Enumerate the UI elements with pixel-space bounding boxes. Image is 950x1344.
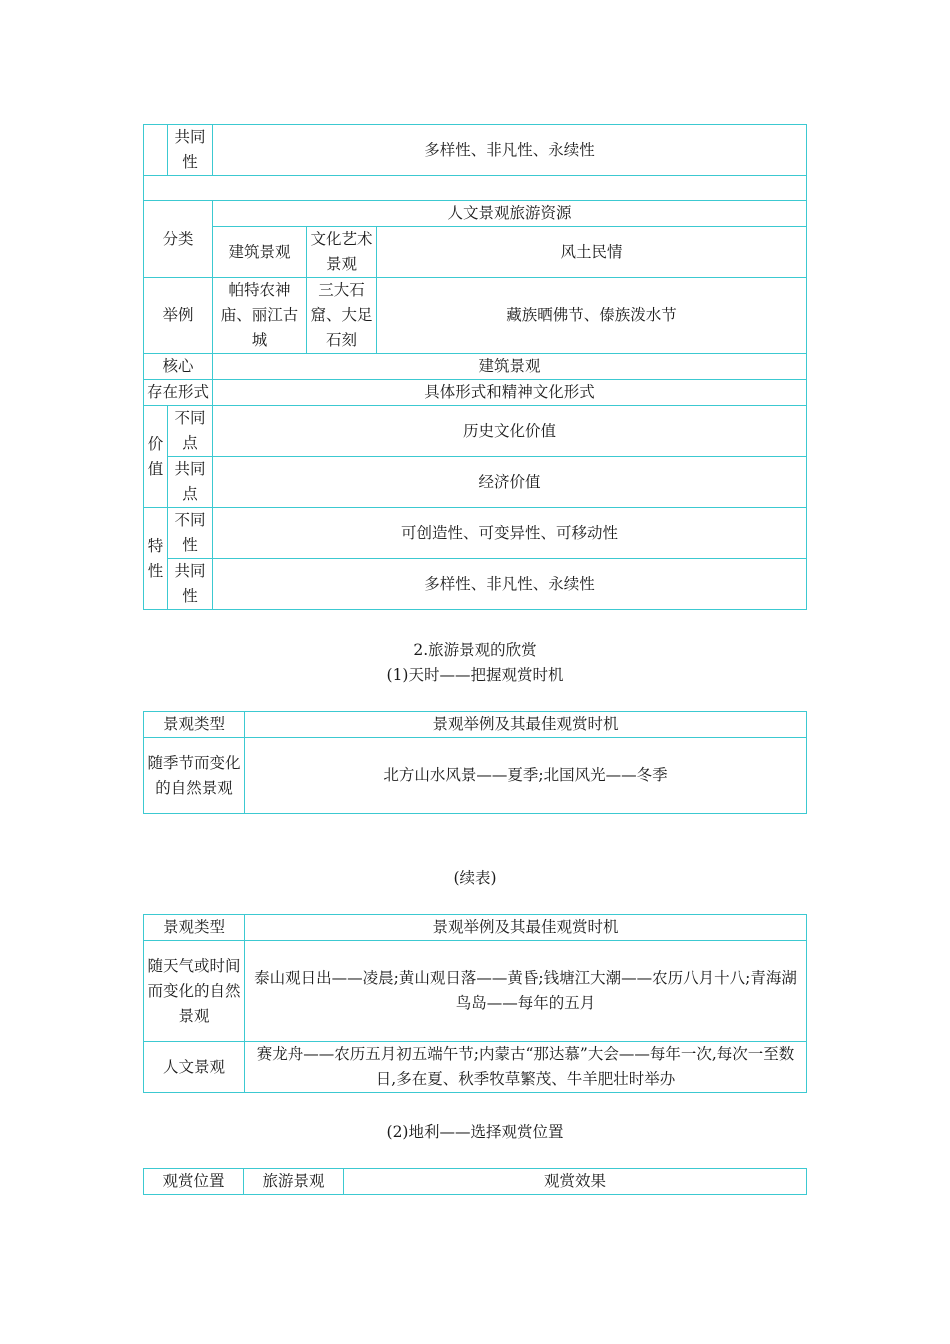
category-label: 分类 bbox=[144, 201, 213, 278]
trait-diff: 可创造性、可变异性、可移动性 bbox=[213, 508, 807, 559]
header-type: 景观类型 bbox=[144, 915, 245, 941]
group-header: 人文景观旅游资源 bbox=[213, 201, 807, 227]
example-culture-art: 三大石窟、大足石刻 bbox=[307, 278, 377, 354]
core-value: 建筑景观 bbox=[213, 354, 807, 380]
trait-same: 多样性、非凡性、永续性 bbox=[213, 559, 807, 610]
example-architecture: 帕特农神庙、丽江古城 bbox=[213, 278, 307, 354]
trait-diff-label: 不同性 bbox=[168, 508, 213, 559]
subsection-heading-timing: (1)天时——把握观赏时机 bbox=[386, 666, 564, 684]
value-label: 价值 bbox=[144, 406, 168, 508]
examples-label: 举例 bbox=[144, 278, 213, 354]
viewing-timing-table bbox=[143, 711, 807, 814]
row-type: 人文景观 bbox=[144, 1042, 245, 1093]
header-example: 景观举例及其最佳观赏时机 bbox=[245, 915, 807, 941]
trait-same-label: 共同性 bbox=[168, 559, 213, 610]
subsection-heading-location: (2)地利——选择观赏位置 bbox=[386, 1123, 564, 1141]
row-example: 泰山观日出——凌晨;黄山观日落——黄昏;钱塘江大潮——农历八月十八;青海湖鸟岛——每年的五月 bbox=[245, 941, 807, 1042]
shared-traits-value: 多样性、非凡性、永续性 bbox=[213, 125, 807, 176]
form-label: 存在形式 bbox=[144, 380, 213, 406]
trait-label: 特性 bbox=[144, 508, 168, 610]
viewing-timing-table-continued bbox=[143, 914, 807, 1093]
row-type: 随天气或时间而变化的自然景观 bbox=[144, 941, 245, 1042]
empty-row bbox=[144, 176, 807, 201]
tourism-resources-table bbox=[143, 124, 807, 610]
viewing-location-table bbox=[143, 1168, 807, 1195]
row-example: 北方山水风景——夏季;北国风光——冬季 bbox=[245, 738, 807, 814]
category-culture-art: 文化艺术景观 bbox=[307, 227, 377, 278]
value-diff-label: 不同点 bbox=[168, 406, 213, 457]
header-position: 观赏位置 bbox=[144, 1169, 244, 1195]
form-value: 具体形式和精神文化形式 bbox=[213, 380, 807, 406]
header-effect: 观赏效果 bbox=[344, 1169, 807, 1195]
header-example: 景观举例及其最佳观赏时机 bbox=[245, 712, 807, 738]
core-label: 核心 bbox=[144, 354, 213, 380]
row-type: 随季节而变化的自然景观 bbox=[144, 738, 245, 814]
value-same: 经济价值 bbox=[213, 457, 807, 508]
header-landscape: 旅游景观 bbox=[244, 1169, 344, 1195]
header-type: 景观类型 bbox=[144, 712, 245, 738]
row-example: 赛龙舟——农历五月初五端午节;内蒙古“那达慕”大会——每年一次,每次一至数日,多在夏、秋季牧草繁茂、牛羊肥壮时举办 bbox=[245, 1042, 807, 1093]
example-customs: 藏族晒佛节、傣族泼水节 bbox=[377, 278, 807, 354]
value-diff: 历史文化价值 bbox=[213, 406, 807, 457]
row-label-shared: 共同性 bbox=[168, 125, 213, 176]
category-customs: 风土民情 bbox=[377, 227, 807, 278]
category-architecture: 建筑景观 bbox=[213, 227, 307, 278]
empty-cell bbox=[144, 125, 168, 176]
continued-label: (续表) bbox=[453, 869, 497, 887]
value-same-label: 共同点 bbox=[168, 457, 213, 508]
section-heading: 2.旅游景观的欣赏 bbox=[413, 641, 537, 659]
